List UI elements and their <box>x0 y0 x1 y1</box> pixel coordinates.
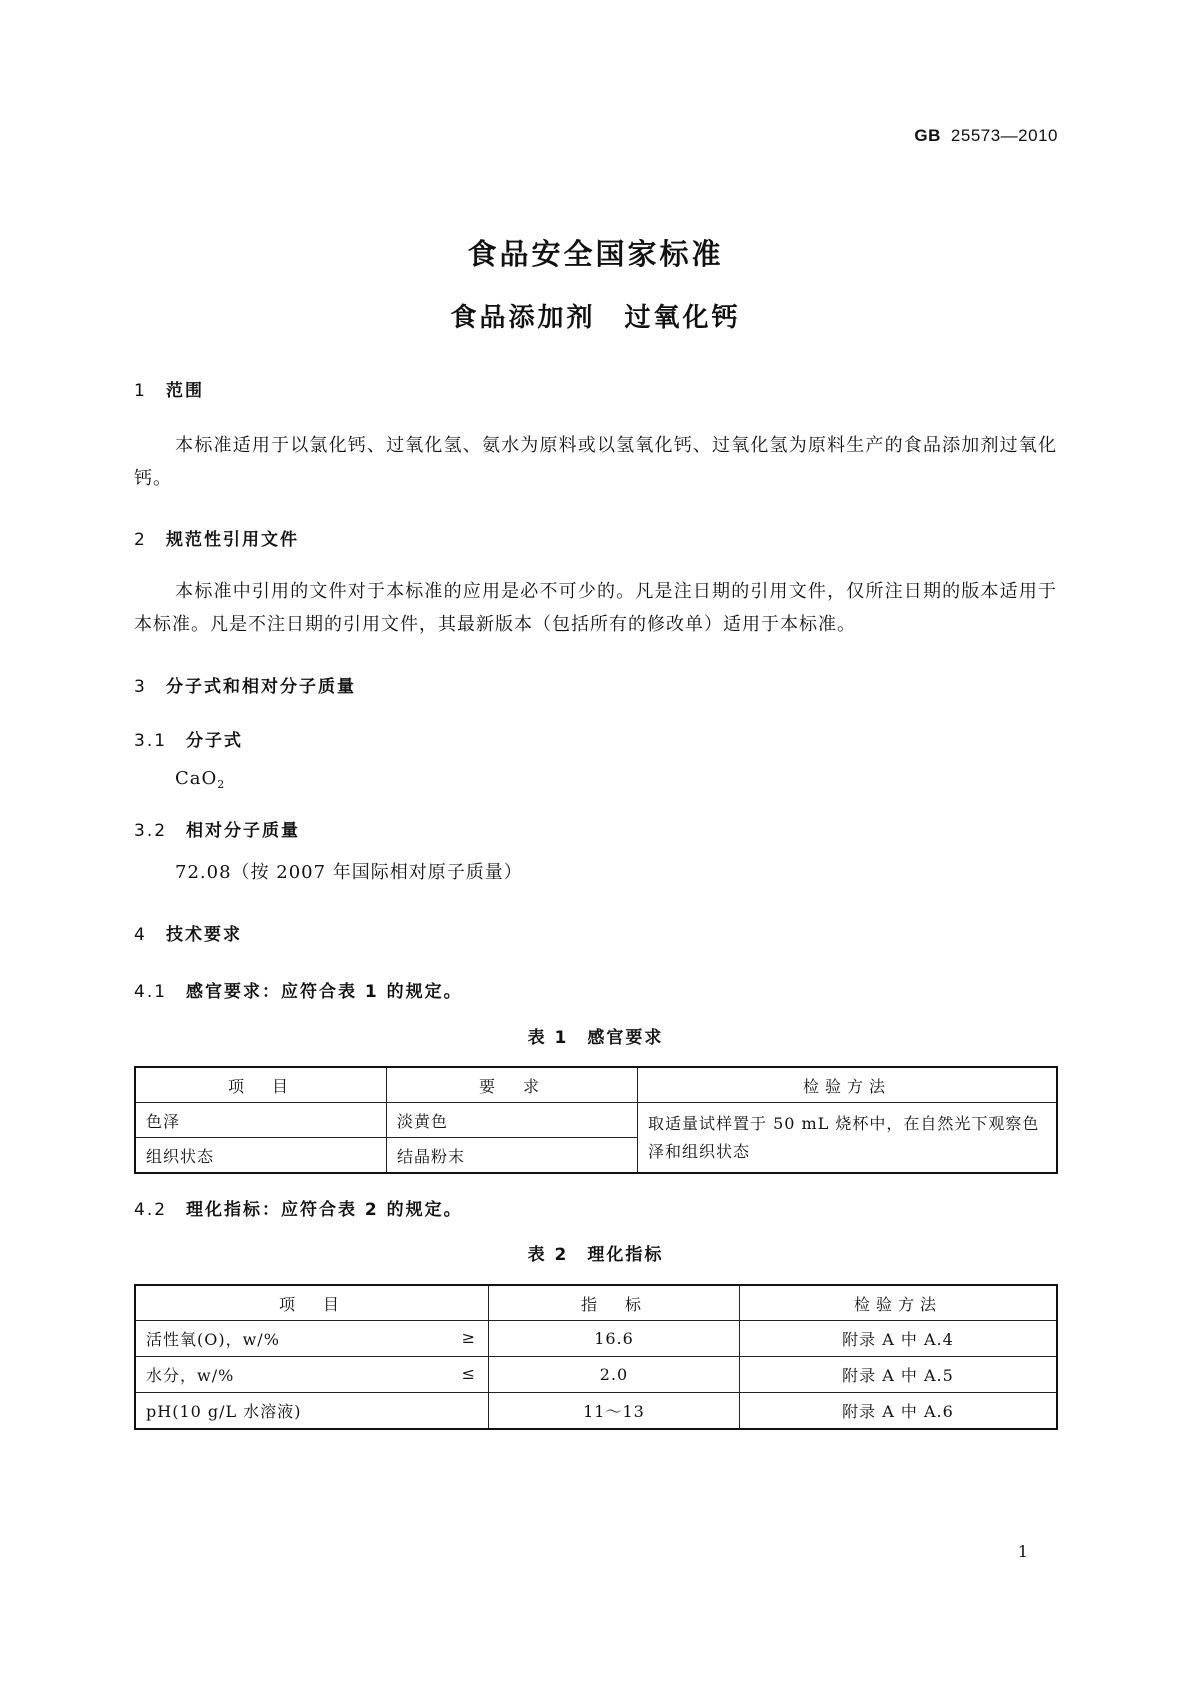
section-3-2-heading <box>134 816 300 841</box>
cell-requirement: 结晶粉末 <box>387 1138 638 1174</box>
molecular-formula <box>175 768 225 791</box>
section-1-heading <box>134 376 204 401</box>
cell-value: 2.0 <box>489 1357 740 1393</box>
section-title: 技术要求 <box>166 925 242 945</box>
section-4-1-heading <box>134 977 463 1002</box>
section-2-heading <box>134 525 299 550</box>
header-method: 检验方法 <box>740 1285 1058 1321</box>
section-1-text <box>134 429 1057 495</box>
formula-main: CaO <box>175 768 218 789</box>
section-title: 范围 <box>166 381 204 401</box>
section-3-heading <box>134 672 356 697</box>
section-4-heading <box>134 920 242 945</box>
document-title: 食品安全国家标准 <box>467 237 724 271</box>
header-method: 检验方法 <box>638 1067 1058 1103</box>
section-number: 3 <box>134 677 147 697</box>
table-row <box>135 1103 1057 1138</box>
table-sensory <box>134 1066 1058 1174</box>
item-label: pH(10 g/L 水溶液) <box>146 1402 302 1421</box>
cell-value: 11～13 <box>489 1393 740 1430</box>
document-subtitle: 食品添加剂 过氧化钙 <box>450 303 741 333</box>
cell-value: 16.6 <box>489 1321 740 1357</box>
table-physicochemical <box>134 1284 1058 1430</box>
header-index: 指 标 <box>489 1285 740 1321</box>
table-2-caption: 表 2 理化指标 <box>527 1245 664 1265</box>
cell-item: 色泽 <box>135 1103 387 1138</box>
section-title: 相对分子质量 <box>186 821 300 841</box>
cell-item <box>135 1357 489 1393</box>
cell-method: 附录 A 中 A.5 <box>740 1357 1058 1393</box>
standard-code <box>914 126 1058 146</box>
paragraph-text: 本标准适用于以氯化钙、过氧化氢、氨水为原料或以氢氧化钙、过氧化氢为原料生产的食品添加剂过氧化钙。 <box>134 435 1057 489</box>
header-item: 项 目 <box>135 1067 387 1103</box>
cell-method: 附录 A 中 A.4 <box>740 1321 1058 1357</box>
section-2-text <box>134 575 1057 641</box>
table-row <box>135 1321 1057 1357</box>
cell-item <box>135 1321 489 1357</box>
section-number: 3.2 <box>134 821 168 841</box>
section-number: 3.1 <box>134 731 168 751</box>
section-title: 分子式 <box>186 731 243 751</box>
cell-method: 附录 A 中 A.6 <box>740 1393 1058 1430</box>
section-number: 2 <box>134 530 147 550</box>
table-1-caption: 表 1 感官要求 <box>527 1028 664 1048</box>
item-label: 水分，w/% <box>146 1366 235 1385</box>
section-3-1-heading <box>134 726 243 751</box>
table-header-row <box>135 1285 1057 1321</box>
section-number: 1 <box>134 381 147 401</box>
std-prefix: GB <box>914 126 941 145</box>
section-title: 分子式和相对分子质量 <box>166 677 356 697</box>
section-number: 4.2 <box>134 1200 168 1220</box>
section-title: 感官要求：应符合表 1 的规定。 <box>186 982 463 1002</box>
cell-method: 取适量试样置于 50 mL 烧杯中，在自然光下观察色泽和组织状态 <box>638 1103 1058 1174</box>
header-item: 项 目 <box>135 1285 489 1321</box>
section-4-2-heading <box>134 1195 463 1220</box>
cell-requirement: 淡黄色 <box>387 1103 638 1138</box>
table-header-row <box>135 1067 1057 1103</box>
section-title: 规范性引用文件 <box>166 530 299 550</box>
std-number: 25573—2010 <box>950 126 1058 145</box>
comparison-symbol: ≤ <box>461 1364 476 1383</box>
paragraph-text: 本标准中引用的文件对于本标准的应用是必不可少的。凡是注日期的引用文件，仅所注日期的版本适用于本标准。凡是不注日期的引用文件，其最新版本（包括所有的修改单）适用于本标准。 <box>134 581 1057 635</box>
page-number: 1 <box>1017 1542 1028 1561</box>
section-number: 4.1 <box>134 982 168 1002</box>
cell-item <box>135 1393 489 1430</box>
cell-item: 组织状态 <box>135 1138 387 1174</box>
molecular-mass: 72.08（按 2007 年国际相对原子质量） <box>175 862 523 883</box>
formula-subscript: 2 <box>217 778 226 791</box>
section-title: 理化指标：应符合表 2 的规定。 <box>186 1200 463 1220</box>
table-row <box>135 1357 1057 1393</box>
section-number: 4 <box>134 925 147 945</box>
comparison-symbol: ≥ <box>461 1328 476 1347</box>
item-label: 活性氧(O)，w/% <box>146 1330 280 1349</box>
header-requirement: 要 求 <box>387 1067 638 1103</box>
table-row <box>135 1393 1057 1430</box>
